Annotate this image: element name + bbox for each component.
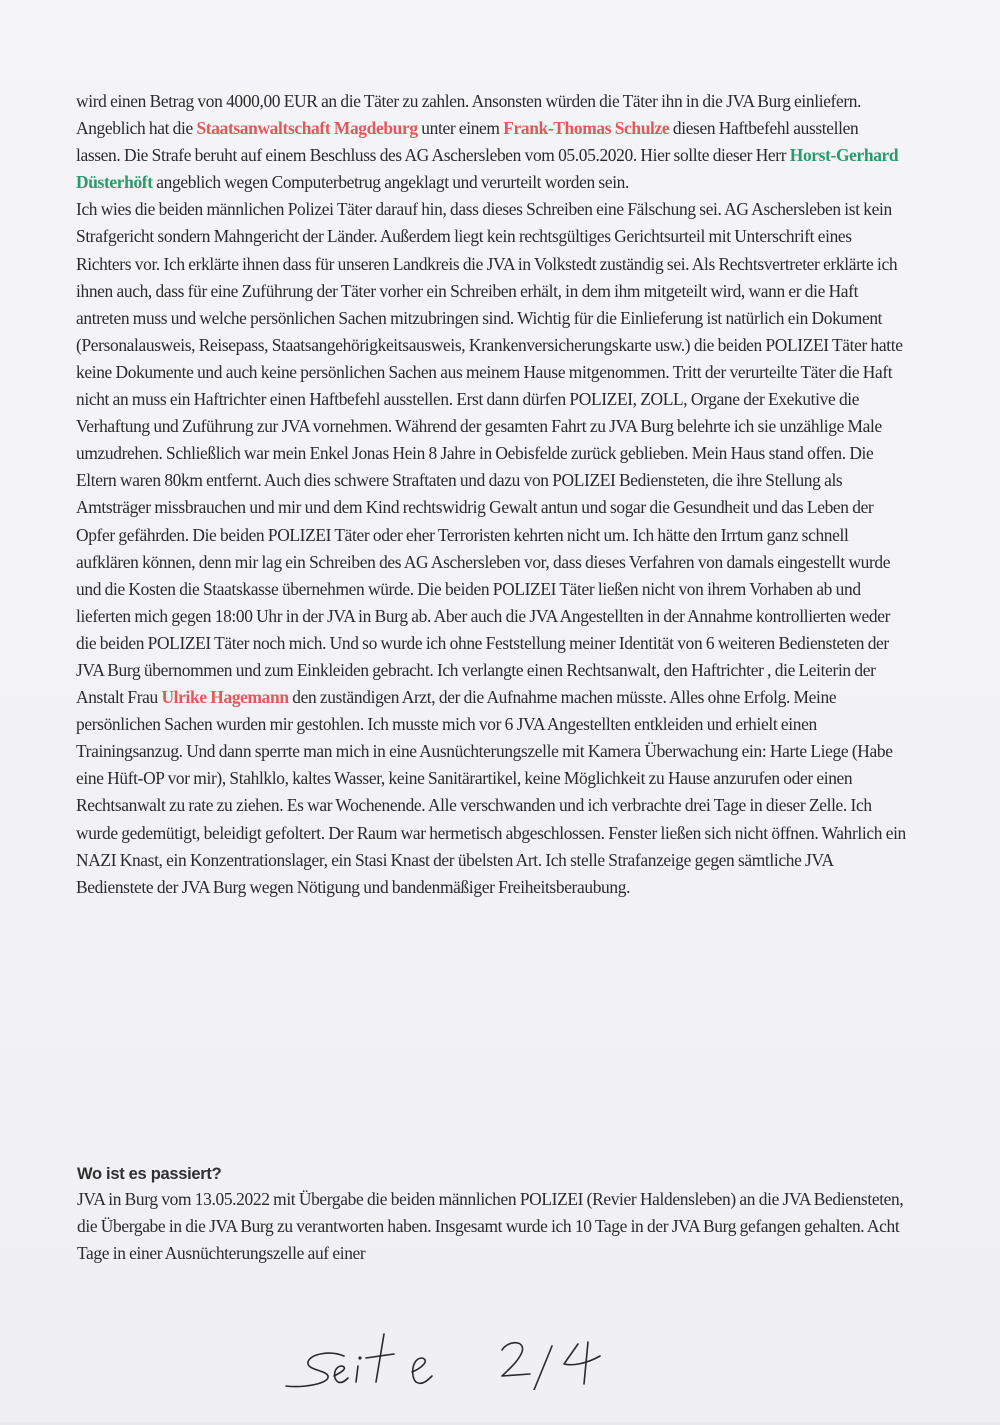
paragraph-text: Ich wies die beiden männlichen Polizei Täter darauf hin, dass dieses Schreiben eine Fälschung sei. AG Aschersleben ist kein Strafgericht sondern Mahngericht der Länder. Außerdem liegt kein rechtsgültiges Gerichtsurteil mit Unterschrift eines Richters vor. Ich erklärte ihnen dass für unseren Landkreis die JVA in Volkstedt zuständig sei. Als Rechtsvertreter erklärte ich ihnen auch, dass für eine Zuführung der Täter vorher ein Schreiben erhält, in dem ihm mitgeteilt wird, wann er die Haft antreten muss und welche persönlichen Sachen mitzubringen sind. Wichtig für die Einlieferung ist natürlich ein Dokument (Personalausweis, Reisepass, Staatsangehörigkeitsausweis, Krankenversicherungskarte usw.) die beiden POLIZEI Täter hatte keine Dokumente und auch keine persönlichen Sachen aus meinem Hause mitgenommen. Tritt der verurteilte Täter die Haft nicht an muss ein Haftrichter einen Haftbefehl ausstellen. Erst dann dürfen POLIZEI, ZOLL, Organe der Exekutive die Verhaftung und Zuführung zur JVA vornehmen. Während der gesamten Fahrt zu JVA Burg belehrte ich sie unzählige Male umzudrehen. Schließlich war mein Enkel Jonas Hein 8 Jahre in Oebisfelde zurück geblieben. Mein Haus stand offen. Die Eltern waren 80km entfernt. Auch dies schwere Straftaten und dazu von POLIZEI Bediensteten, die ihre Stellung als Amtsträger missbrauchen und mir und dem Kind rechtswidrig Gewalt antun und sogar die Gesundheit und das Leben der Opfer gefährden. Die beiden POLIZEI Täter oder eher Terroristen kehrten nicht um. Ich hätte den Irrtum ganz schnell aufklären können, denn mir lag ein Schreiben des AG Aschersleben vor, dass dieses Verfahren von damals eingestellt wurde und die Kosten die Staatskasse übernehmen würde. Die beiden POLIZEI Täter ließen nicht von ihrem Vorhaben ab und lieferten mich gegen 18:00 Uhr in der JVA in Burg ab. Aber auch die JVA Angestellten in der Annahme kontrollierten weder die beiden POLIZEI Täter noch mich. Und so wurde ich ohne Feststellung meiner Identität von 6 weiteren Bediensteten der JVA Burg übernommen und zum Einkleiden gebracht. Ich verlangte einen Rechtsanwalt, den Haftrichter , die Leiterin der Anstalt Frau — [76, 199, 903, 708]
highlighted-name-director: Ulrike Hagemann — [161, 687, 289, 708]
paragraph-text: den zuständigen Arzt, der die Aufnahme machen müsste. Alles ohne Erfolg. Meine persönlichen Sachen wurden mir gestohlen. Ich musste mich vor 6 JVA Angestellten entkleiden und erhielt einen Trainingsanzug. Und dann sperrte man mich in eine Ausnüchterungszelle mit Kamera Überwachung ein: Harte Liege (Habe eine Hüft-OP vor mir), Stahlklo, kaltes Wasser, keine Sanitärartikel, keine Möglichkeit zu Hause anzurufen oder einen Rechtsanwalt zu rate zu ziehen. Es war Wochenende. Alle verschwanden und ich verbrachte drei Tage in dieser Zelle. Ich wurde gedemütigt, beleidigt gefoltert. Der Raum war hermetisch abgeschlossen. Fenster ließen sich nicht öffnen. Wahrlich ein NAZI Knast, ein Konzentrationslager, ein Stasi Knast der übelsten Art. Ich stelle Strafanzeige gegen sämtliche JVA Bedienstete der JVA Burg wegen Nötigung und bandenmäßiger Freiheitsberaubung. — [76, 687, 906, 897]
paragraph-text: wird einen Betrag von 4000,00 EUR an die Täter zu zahlen. Ansonsten würden die Täter ihn in die JVA Burg einliefern. — [76, 91, 862, 111]
paragraph-text: unter einem — [417, 118, 504, 139]
section-text: JVA in Burg vom 13.05.2022 mit Übergabe die beiden männlichen POLIZEI (Revier Haldensleben) an die JVA Bediensteten, die Übergabe in die JVA Burg zu verantworten haben. Insgesamt wurde ich 10 Tage in der JVA Burg gefangen gehalten. Acht Tage in einer Ausnüchterungszelle auf einer — [77, 1189, 904, 1264]
paragraph-text: Angeblich hat die — [76, 118, 197, 139]
highlighted-name-prosecutor: Frank-Thomas Schulze — [503, 118, 670, 139]
highlighted-name-accused: Horst-Gerhard Düsterhöft — [76, 145, 899, 193]
paragraph-payment-demand — [76, 88, 906, 115]
paragraph-text: angeblich wegen Computerbetrug angeklagt und verurteilt worden sein. — [152, 172, 630, 193]
paragraph-text: diesen Haftbefehl ausstellen lassen. Die Strafe beruht auf einem Beschluss des AG Aschersleben vom 05.05.2020. Hier sollte dieser Herr — [76, 118, 859, 166]
highlighted-name-prosecutor-office: Staatsanwaltschaft Magdeburg — [196, 118, 418, 139]
handwriting-icon — [282, 1320, 622, 1390]
paragraph-account — [76, 196, 906, 900]
handwritten-page-number — [282, 1320, 622, 1390]
section-where-happened — [77, 1162, 907, 1267]
paragraph-warrant-origin — [76, 115, 906, 196]
document-body — [76, 88, 906, 901]
section-heading: Wo ist es passiert? — [77, 1165, 222, 1183]
